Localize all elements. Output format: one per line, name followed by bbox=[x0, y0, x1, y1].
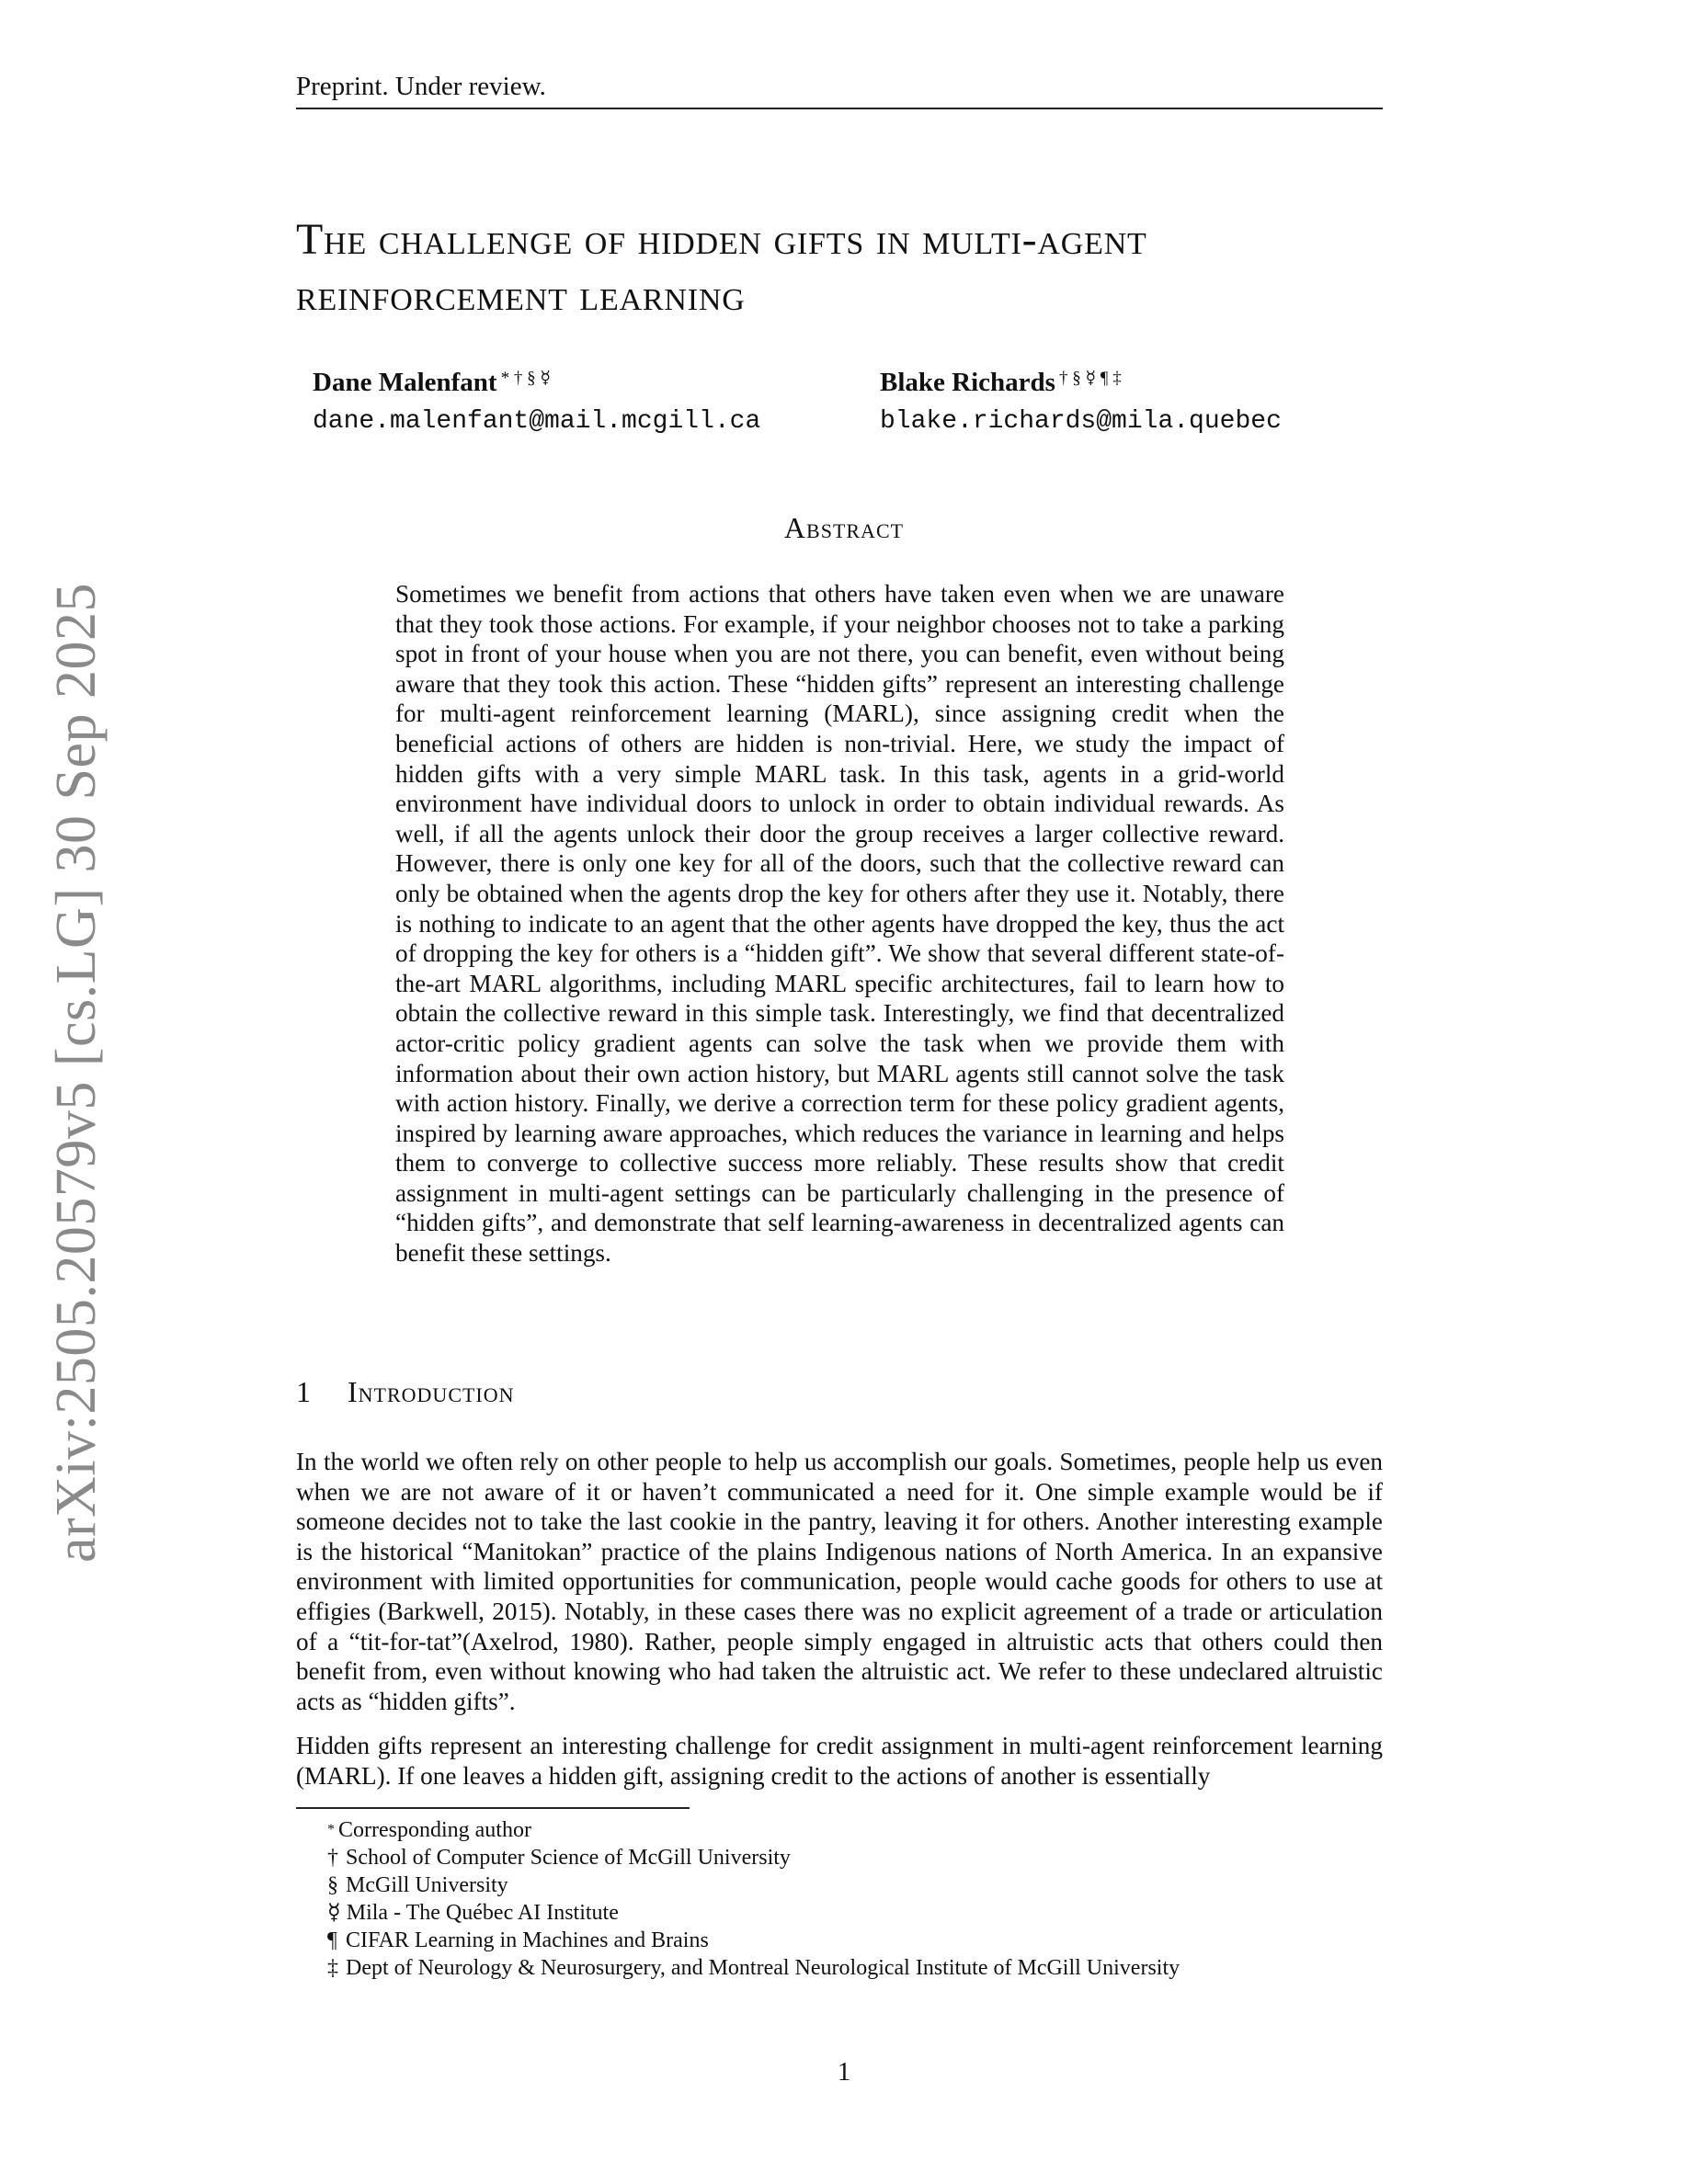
footnotes bbox=[327, 1816, 1180, 1982]
footnote-mark: * bbox=[327, 1822, 335, 1837]
author-email: dane.malenfant@mail.mcgill.ca bbox=[313, 407, 761, 436]
author-email: blake.richards@mila.quebec bbox=[880, 407, 1282, 436]
section-number: 1 bbox=[296, 1375, 312, 1408]
author-name: Blake Richards bbox=[880, 368, 1055, 397]
footnote-text: School of Computer Science of McGill University bbox=[346, 1846, 791, 1870]
footnote-text: Mila - The Québec AI Institute bbox=[346, 1901, 619, 1925]
arxiv-stamp: arXiv:2505.20579v5 [cs.LG] 30 Sep 2025 bbox=[45, 583, 108, 1563]
section-heading bbox=[296, 1375, 515, 1409]
abstract-heading: Abstract bbox=[783, 511, 905, 544]
intro-paragraph: In the world we often rely on other people to help us accomplish our goals. Sometimes, people help us even when we are not aware of it or haven’t communicated a need for it. One simple example would be if someone decides not to take the last cookie in the pantry, leaving it for others. Another interesting example is the historical “Manitokan” practice of the plains Indigenous nations of North America. In an expansive environment with limited opportunities for communication, people would cache goods for others to use at effigies (Barkwell, 2015). Notably, in these cases there was no explicit agreement of a trade or articulation of a “tit-for-tat”(Axelrod, 1980). Rather, people simply engaged in altruistic acts that others could then benefit from, even without knowing who had taken the altruistic act. We refer to these undeclared altruistic acts as “hidden gifts”. bbox=[296, 1448, 1383, 1715]
footnote-text: McGill University bbox=[346, 1873, 508, 1897]
author-block-2 bbox=[880, 368, 1282, 436]
footnote bbox=[327, 1871, 1180, 1899]
footnote-mark: ¶ bbox=[327, 1928, 337, 1952]
footnote-text: Corresponding author bbox=[338, 1818, 531, 1842]
footnote-mark: ☿ bbox=[327, 1901, 341, 1925]
author-block-1 bbox=[313, 368, 760, 436]
author-name: Dane Malenfant bbox=[313, 368, 497, 397]
footnote-mark: † bbox=[327, 1846, 338, 1870]
page-number: 1 bbox=[837, 2057, 851, 2087]
footnote-text: CIFAR Learning in Machines and Brains bbox=[346, 1928, 709, 1952]
footnote-text: Dept of Neurology & Neurosurgery, and Montreal Neurological Institute of McGill University bbox=[346, 1956, 1180, 1980]
title-line-2: reinforcement learning bbox=[296, 271, 746, 320]
footnote bbox=[327, 1927, 1180, 1954]
footnote bbox=[327, 1816, 1180, 1844]
footnote bbox=[327, 1954, 1180, 1982]
author-affiliation-symbols: * † § ☿ bbox=[500, 369, 551, 388]
footnote-rule bbox=[296, 1807, 690, 1809]
footnote-mark: ‡ bbox=[327, 1956, 338, 1980]
footnote bbox=[327, 1899, 1180, 1927]
section-title: Introduction bbox=[348, 1375, 515, 1408]
footnote bbox=[327, 1844, 1180, 1871]
abstract-body: Sometimes we benefit from actions that others have taken even when we are unaware that they took those actions. For example, if your neighbor chooses not to take a parking spot in front of your house when you are not there, you can benefit, even without being aware that they took this action. These “hidden gifts” represent an interesting challenge for multi-agent reinforcement learning (MARL), since assigning credit when the beneficial actions of others are hidden is non-trivial. Here, we study the impact of hidden gifts with a very simple MARL task. In this task, agents in a grid-world environment have individual doors to unlock in order to obtain individual rewards. As well, if all the agents unlock their door the group receives a larger collective reward. However, there is only one key for all of the doors, such that the collective reward can only be obtained when the agents drop the key for others after they use it. Notably, there is nothing to indicate to an agent that the other agents have dropped the key, thus the act of dropping the key for others is a “hidden gift”. We show that several different state-of-the-art MARL algorithms, including MARL specific architectures, fail to learn how to obtain the collective reward in this simple task. Interestingly, we find that decentralized actor-critic policy gradient agents can solve the task when we provide them with information about their own action history, but MARL agents still cannot solve the task with action history. Finally, we derive a correction term for these policy gradient agents, inspired by learning aware approaches, which reduces the variance in learning and helps them to converge to collective success more reliably. These results show that credit assignment in multi-agent settings can be particularly challenging in the presence of “hidden gifts”, and demonstrate that self learning-awareness in decentralized agents can benefit these settings. bbox=[395, 580, 1284, 1268]
title-line-1: The challenge of hidden gifts in multi-agent bbox=[296, 215, 1147, 264]
running-header: Preprint. Under review. bbox=[296, 72, 1383, 109]
intro-paragraph: Hidden gifts represent an interesting challenge for credit assignment in multi-agent reinforcement learning (MARL). If one leaves a hidden gift, assigning credit to the actions of another is essentially bbox=[296, 1732, 1383, 1790]
footnote-mark: § bbox=[327, 1873, 338, 1897]
paper-title bbox=[296, 211, 1390, 324]
author-affiliation-symbols: † § ☿ ¶ ‡ bbox=[1058, 369, 1122, 388]
